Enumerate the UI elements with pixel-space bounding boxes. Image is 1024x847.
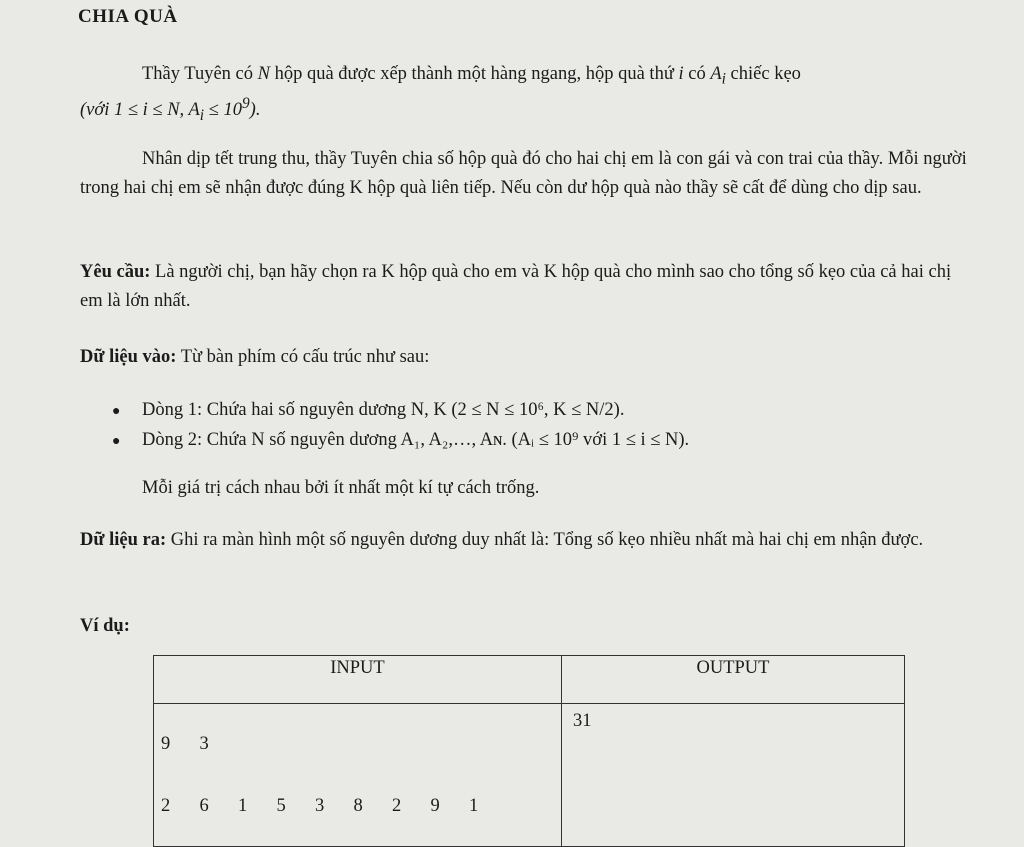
list-item [112,426,689,456]
constraint-text: (với 1 ≤ i ≤ N, A [80,100,200,121]
input-line2: Dòng 2: Chứa N số nguyên dương A₁, A₂,…, Aɴ. (Aᵢ ≤ 10⁹ với 1 ≤ i ≤ N). [142,430,690,450]
input-line1: Dòng 1: Chứa hai số nguyên dương N, K (2 ≤ N ≤ 10⁶, K ≤ N/2). [142,400,625,420]
intro-text: chiếc kẹo [725,64,801,84]
input-note: Mỗi giá trị cách nhau bởi ít nhất một kí tự cách trống. [142,478,540,498]
intro-var-a: A [710,64,722,84]
intro-text: có [683,64,711,84]
input-cell [154,704,562,847]
requirement-label: Yêu cầu: [80,262,151,282]
example-label: Ví dụ: [80,616,130,636]
bullet-icon: ● [112,434,121,449]
intro-var-n: N [257,64,270,84]
intro-text: hộp quà được xếp thành một hàng ngang, hộp quà thứ [269,64,679,84]
output-spec-paragraph [80,526,970,555]
requirement-text: Là người chị, bạn hãy chọn ra K hộp quà cho em và K hộp quà cho mình sao cho tổng số kẹo của cả hai chị em là lớn nhất. [80,262,952,311]
problem-title: CHIA QUÀ [78,6,178,27]
constraint-sup: 9 [241,95,250,112]
intro-var-i: i [678,64,684,84]
distribution-paragraph: Nhân dịp tết trung thu, thầy Tuyên chia số hộp quà đó cho hai chị em là con gái và con trai của thầy. Mỗi người trong hai chị em sẽ nhận được đúng K hộp quà liên tiếp. Nếu còn dư hộp quà nào thầy sẽ cất để dùng cho dịp sau. [80,149,967,198]
constraint-text: ≤ 10 [204,100,242,121]
bullet-icon: ● [112,404,121,419]
input-spec-list [112,396,689,456]
output-cell [562,704,905,847]
example-table [153,655,905,847]
output-spec-text: Ghi ra màn hình một số nguyên dương duy nhất là: Tổng số kẹo nhiều nhất mà hai chị em nhận được. [166,530,924,550]
output-value: 31 [573,711,592,731]
list-item [112,396,689,426]
output-spec-label: Dữ liệu ra: [80,530,167,550]
intro-text: Thầy Tuyên có [142,64,258,84]
input-spec-text: Từ bàn phím có cấu trúc như sau: [176,347,430,367]
output-header: OUTPUT [562,656,905,704]
requirement-paragraph [80,258,970,316]
constraint-sub: i [199,106,205,124]
input-values: 9 3 2 6 1 5 3 8 2 9 1 [161,734,479,816]
input-spec-heading [80,343,970,372]
input-spec-label: Dữ liệu vào: [80,347,177,367]
constraint-text: ). [249,100,261,121]
intro-constraint [80,89,970,130]
input-header: INPUT [154,656,562,704]
intro-sub: i [721,70,726,88]
